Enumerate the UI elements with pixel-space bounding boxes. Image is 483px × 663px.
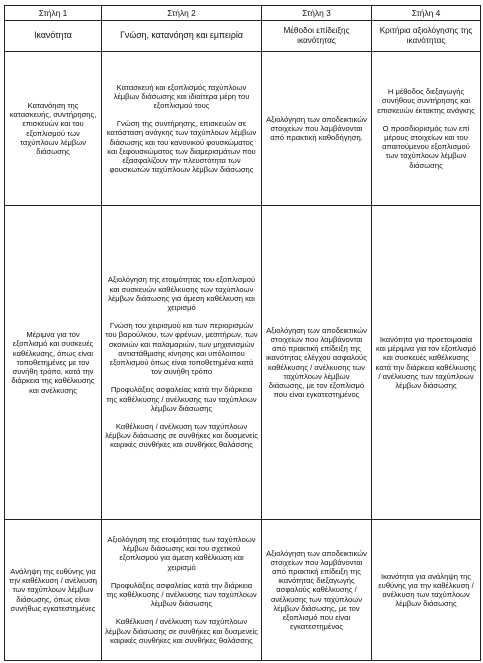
methods-cell: Αξιολόγηση των αποδεικτικών στοιχείων που λαμβάνονται από πρακτική καθοδήγηση. — [262, 52, 372, 206]
criteria-paragraph: Ικανότητα για προετοιμασία και μέριμνα για τον εξοπλισμό και συσκευές καθέλκυσης κατά την διάρκεια καθέλκυσης / ανέλκυσης των ταχύπλοων λέμβων διάσωσης — [375, 334, 477, 390]
knowledge-paragraph: Κατασκευή και εξοπλισμός ταχύπλοων λέμβων διάσωσης και ιδιαίτερα μέρη του εξοπλισμού τους — [113, 82, 250, 110]
column-number-row — [5, 6, 481, 21]
knowledge-paragraph: Προφυλάξεις ασφαλείας κατά την διάρκεια της καθέλκυσης / ανέλκυσης των ταχύπλοων λέμβων διάσωσης — [106, 385, 257, 413]
criteria-cell — [372, 52, 481, 206]
header-methods: Μέθοδοι επίδειξης ικανότητας — [262, 21, 372, 52]
header-competence: Ικανότητα — [5, 21, 102, 52]
criteria-paragraph: Ο προσδιορισμός των επί μέρους στοιχείων και του απαιτούμενου εξοπλισμού των ταχύπλοων λέμβων διάσωσης — [382, 123, 470, 170]
criteria-paragraph: Ικανότητα για ανάληψη της ευθύνης για την καθέλκυση / ανέλκυση των ταχύπλοων λέμβων διάσωσης — [378, 571, 474, 609]
column-number-2: Στήλη 2 — [102, 6, 262, 21]
competence-table — [4, 5, 481, 661]
table-row — [5, 206, 481, 520]
knowledge-cell — [102, 206, 262, 520]
table-row — [5, 520, 481, 661]
knowledge-paragraph: Καθέλκυση / ανέλκυση των ταχύπλοων λέμβων διάσωσης σε συνθήκες και δυσμενείς καιρικές συνθήκες και συνθήκες θαλάσσης — [105, 422, 258, 450]
knowledge-cell — [102, 52, 262, 206]
criteria-cell — [372, 206, 481, 520]
methods-cell: Αξιολόγηση των αποδεικτικών στοιχείων που λαμβάνονται από πρακτική επίδειξη της ικανότητας ελέγχου ασφαλούς καθέλκυσης / ανέλκυσης των ταχύπλοων λέμβων διάσωσης, με τον εξοπλισμό που είναι εγκατεστημένος — [262, 206, 372, 520]
competence-cell: Μέριμνα για τον εξοπλισμό και συσκευές καθέλκυσης, όπως είναι τοποθετημένες με τον συνήθη τρόπο, κατά την διάρκεια της καθέλκυσης και ανέλκυσης — [5, 206, 102, 520]
methods-cell: Αξιολόγηση των αποδεικτικών στοιχείων που λαμβάνονται από πρακτική επίδειξη της ικανότητας διεξαγωγής ασφαλούς καθέλκυσης / ανέλκυσης των ταχύπλοων λέμβων διάσωσης, με τον εξοπλισμό που είναι εγκατεστημένος — [262, 520, 372, 661]
competence-cell: Κατανόηση της κατασκευής, συντήρησης, επισκευών και του εξοπλισμού των ταχύπλοων λέμβων διάσωσης — [5, 52, 102, 206]
knowledge-paragraph: Προφυλάξεις ασφαλείας κατά την διάρκεια της καθέλκυσης / ανέλκυσης των ταχύπλοων λέμβων διάσωσης — [106, 580, 257, 609]
criteria-paragraph: Η μέθοδος διεξαγωγής συνήθους συντήρησης και επισκευών έκτακτης ανάγκης — [377, 87, 475, 115]
knowledge-paragraph: Καθέλκυση / ανέλκυση των ταχύπλοων λέμβων διάσωσης σε συνθήκες και δυσμενείς καιρικές συνθήκες και συνθήκες θαλάσσης — [105, 617, 258, 645]
criteria-cell — [372, 520, 481, 661]
knowledge-paragraph: Αξιολόγηση της ετοιμότητας του εξοπλισμού και συσκευών καθέλκυσης των ταχύπλοων λέμβων διάσωσης για άμεση καθέλκυση και χειρισμό — [107, 275, 256, 312]
knowledge-paragraph: Γνώση της συντήρησης, επισκευών σε κατάσταση ανάγκης των ταχύπλοων λέμβων διάσωσης και του κανονικού φουσκώματος και ξεφουσκώματος των διαμερισμάτων που εξασφαλίζουν την πλευστότητα των φουσκωτών ταχύπλοων λέμβων διάσωσης — [106, 119, 257, 175]
column-number-1: Στήλη 1 — [5, 6, 102, 21]
competence-cell: Ανάληψη της ευθύνης για την καθέλκυση / ανέλκυση των ταχύπλοων λέμβων διάσωσης, όπως είναι συνήθως εγκατεστημένες — [5, 520, 102, 661]
knowledge-paragraph: Γνώση του χειρισμού και των περιορισμών του βαρούλκου, των φρένων, μεσιτήρων, των σκοινιών και παλαμαριών, των μηχανισμών αντιστάθμισης κίνησης και υπόλοιπου εξοπλισμού όπως είναι τοποθετημένα κατά τον συνήθη τρόπο — [105, 321, 258, 377]
header-knowledge: Γνώση, κατανόηση και εμπειρία — [102, 21, 262, 52]
table-row — [5, 52, 481, 206]
header-row — [5, 21, 481, 52]
column-number-3: Στήλη 3 — [262, 6, 372, 21]
knowledge-paragraph: Αξιολόγηση της ετοιμότητας των ταχύπλοων λέμβων διάσωσης και του σχετικού εξοπλισμού για άμεση καθέλκυση και χειρισμό — [107, 534, 256, 572]
header-criteria: Κριτήρια αξιολόγησης της ικανότητας — [372, 21, 481, 52]
column-number-4: Στήλη 4 — [372, 6, 481, 21]
knowledge-cell — [102, 520, 262, 661]
